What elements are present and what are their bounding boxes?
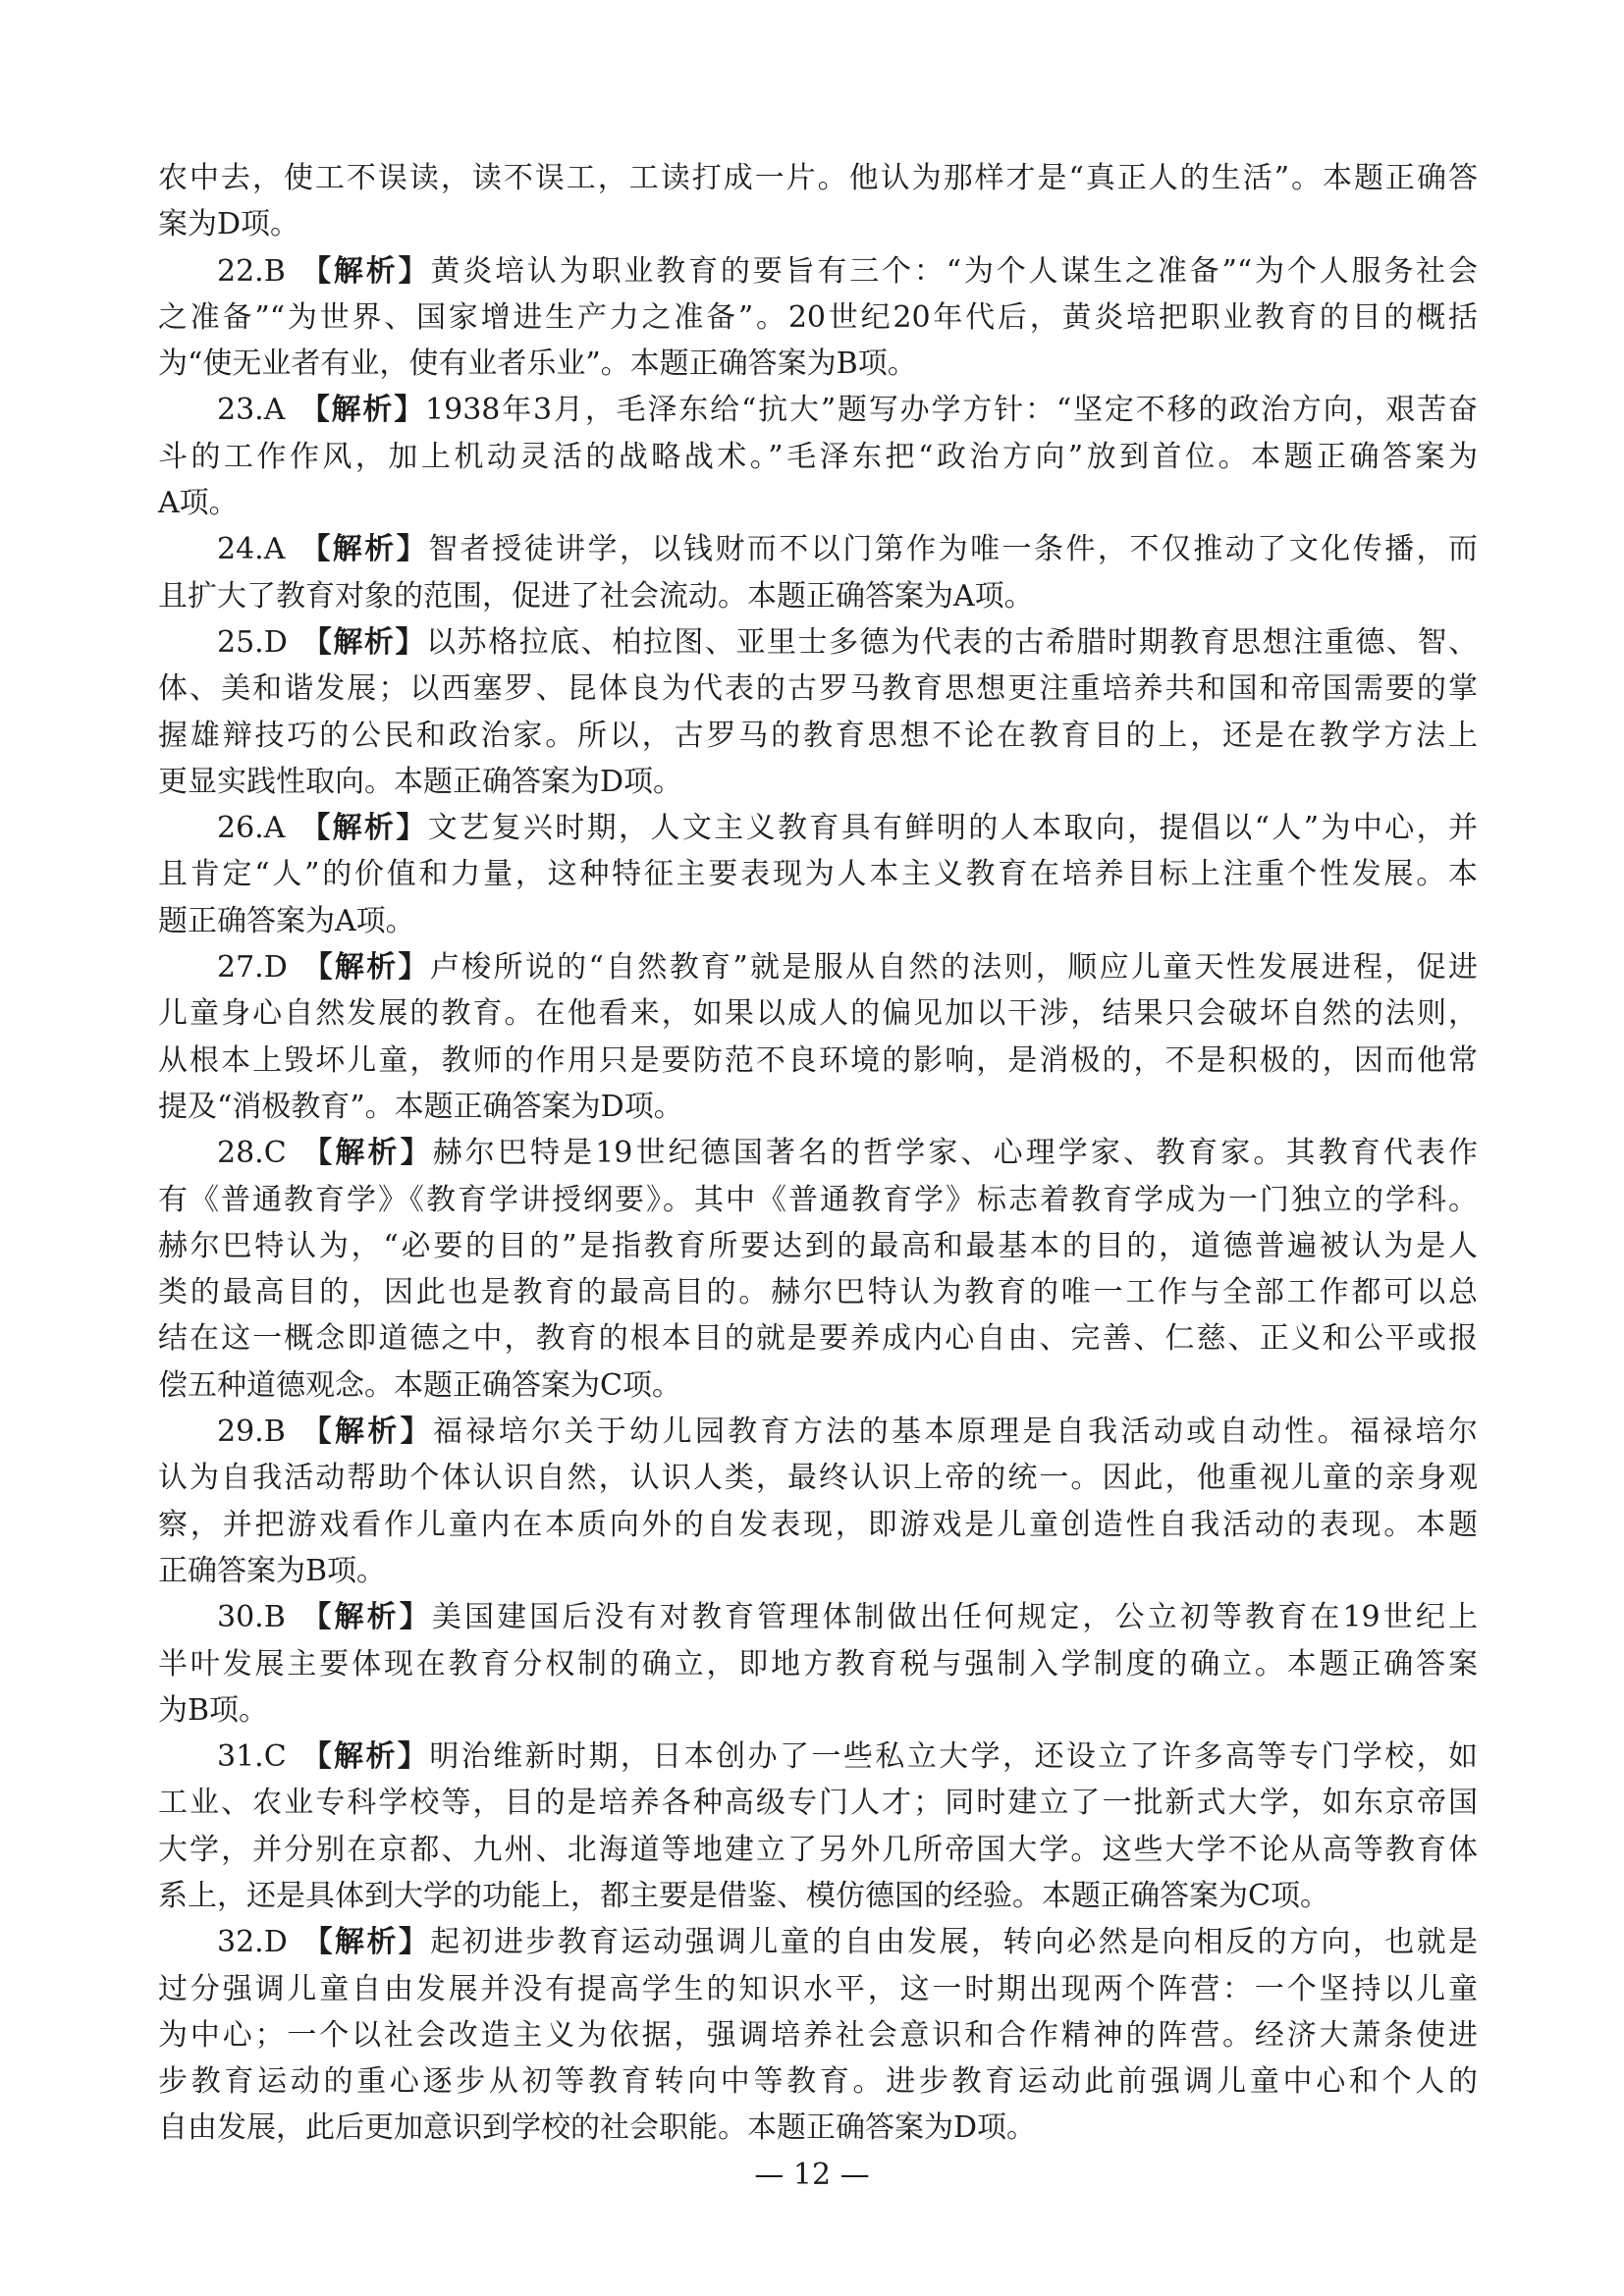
- text-line: [158, 1130, 1478, 1176]
- answer-explanation: [158, 526, 1478, 619]
- answer-explanation: [158, 1130, 1478, 1409]
- text-line: 为B项。: [158, 1692, 269, 1728]
- answer-explanation: [158, 1734, 1478, 1919]
- text-line: 提及“消极教育”。本题正确答案为D项。: [158, 1089, 683, 1124]
- carryover-paragraph: [158, 155, 1478, 248]
- text-line: 为“使无业者有业，使有业者乐业”。本题正确答案为B项。: [158, 347, 917, 382]
- text-line: 结在这一概念即道德之中，教育的根本目的就是要养成内心自由、完善、仁慈、正义和公平或报: [158, 1321, 1478, 1357]
- text-line: 偿五种道德观念。本题正确答案为C项。: [158, 1367, 681, 1403]
- text-line: 案为D项。: [158, 207, 300, 242]
- answer-explanation: [158, 1409, 1478, 1594]
- text-line: 为中心；一个以社会改造主义为依据，强调培养社会意识和合作精神的阵营。经济大萧条使进: [158, 2017, 1478, 2053]
- text-line: 斗的工作作风，加上机动灵活的战略战术。”毛泽东把“政治方向”放到首位。本题正确答案为: [158, 439, 1478, 474]
- line-text: 起初进步教育运动强调儿童的自由发展，转向必然是向相反的方向，也就是: [430, 1925, 1479, 1960]
- text-line: [158, 805, 1478, 851]
- text-line: 且扩大了教育对象的范围，促进了社会流动。本题正确答案为A项。: [158, 578, 1034, 614]
- answer-number: 28.C: [217, 1136, 287, 1171]
- text-line: 有《普通教育学》《教育学讲授纲要》。其中《普通教育学》标志着教育学成为一门独立的学科。: [158, 1182, 1478, 1217]
- line-text: 赫尔巴特是19世纪德国著名的哲学家、心理学家、教育家。其教育代表作: [432, 1136, 1478, 1171]
- text-line: 察，并把游戏看作儿童内在本质向外的自发表现，即游戏是儿童创造性自我活动的表现。本题: [158, 1507, 1478, 1542]
- text-line: [158, 1409, 1478, 1455]
- text-line: 半叶发展主要体现在教育分权制的确立，即地方教育税与强制入学制度的确立。本题正确答案: [158, 1646, 1478, 1682]
- answer-explanation: [158, 387, 1478, 526]
- answer-number: 25.D: [217, 624, 288, 660]
- analysis-label: 【解析】: [300, 624, 426, 660]
- answer-explanation: [158, 805, 1478, 944]
- text-line: A项。: [158, 486, 239, 521]
- analysis-label: 【解析】: [298, 1600, 432, 1635]
- answer-number: 30.B: [217, 1600, 286, 1635]
- line-text: 以苏格拉底、柏拉图、亚里士多德为代表的古希腊时期教育思想注重德、智、: [426, 624, 1479, 660]
- text-line: [158, 619, 1478, 666]
- text-line: 儿童身心自然发展的教育。在他看来，如果以成人的偏见加以干涉，结果只会破坏自然的法则，: [158, 996, 1478, 1032]
- text-line: [158, 1594, 1478, 1640]
- text-line: 类的最高目的，因此也是教育的最高目的。赫尔巴特认为教育的唯一工作与全部工作都可以总: [158, 1275, 1478, 1310]
- text-line: [158, 526, 1478, 572]
- answer-explanation: [158, 619, 1478, 805]
- text-line: 大学，并分别在京都、九州、北海道等地建立了另外几所帝国大学。这些大学不论从高等教育体: [158, 1832, 1478, 1867]
- text-line: 从根本上毁坏儿童，教师的作用只是要防范不良环境的影响，是消极的，不是积极的，因而他常: [158, 1042, 1478, 1078]
- text-line: 题正确答案为A项。: [158, 903, 415, 938]
- text-line: 系上，还是具体到大学的功能上，都主要是借鉴、模仿德国的经验。本题正确答案为C项。: [158, 1878, 1329, 1913]
- page-number: — 12 —: [754, 2158, 870, 2192]
- text-line: 自由发展，此后更加意识到学校的社会职能。本题正确答案为D项。: [158, 2110, 1037, 2146]
- text-line: 步教育运动的重心逐步从初等教育转向中等教育。进步教育运动此前强调儿童中心和个人的: [158, 2064, 1478, 2100]
- answer-number: 29.B: [217, 1415, 286, 1450]
- answer-number: 26.A: [217, 811, 286, 846]
- line-text: 明治维新时期，日本创办了一些私立大学，还设立了许多高等专门学校，如: [429, 1739, 1479, 1775]
- text-line: 认为自我活动帮助个体认识自然，认识人类，最终认识上帝的统一。因此，他重视儿童的亲身观: [158, 1461, 1478, 1496]
- line-text: 智者授徒讲学，以钱财而不以门第作为唯一条件，不仅推动了文化传播，而: [428, 532, 1479, 567]
- answer-number: 22.B: [217, 253, 286, 289]
- line-text: 卢梭所说的“自然教育”就是服从自然的法则，顺应儿童天性发展进程，促进: [429, 950, 1478, 986]
- text-line: [158, 387, 1478, 433]
- analysis-label: 【解析】: [300, 950, 430, 986]
- text-line: 握雄辩技巧的公民和政治家。所以，古罗马的教育思想不论在教育目的上，还是在教学方法上: [158, 718, 1478, 753]
- document-body: [158, 155, 1478, 2152]
- answer-explanation: [158, 1594, 1478, 1734]
- analysis-label: 【解析】: [298, 393, 426, 428]
- answer-number: 32.D: [217, 1925, 288, 1960]
- text-line: [158, 944, 1478, 990]
- answer-explanation: [158, 248, 1478, 388]
- line-text: 文艺复兴时期，人文主义教育具有鲜明的人本取向，提倡以“人”为中心，并: [427, 811, 1478, 846]
- analysis-label: 【解析】: [300, 1925, 431, 1960]
- analysis-label: 【解析】: [298, 253, 431, 289]
- answer-explanation: [158, 944, 1478, 1130]
- analysis-label: 【解析】: [298, 811, 428, 846]
- line-text: 1938年3月，毛泽东给“抗大”题写办学方针：“坚定不移的政治方向，艰苦奋: [425, 393, 1478, 428]
- text-line: [158, 1919, 1478, 1965]
- analysis-label: 【解析】: [298, 532, 429, 567]
- analysis-label: 【解析】: [298, 1415, 434, 1450]
- line-text: 福禄培尔关于幼儿园教育方法的基本原理是自我活动或自动性。福禄培尔: [433, 1415, 1479, 1450]
- text-line: 且肯定“人”的价值和力量，这种特征主要表现为人本主义教育在培养目标上注重个性发展。本: [158, 857, 1478, 892]
- text-line: 之准备”“为世界、国家增进生产力之准备”。20世纪20年代后，黄炎培把职业教育的目的概括: [158, 299, 1478, 335]
- text-line: 工业、农业专科学校等，目的是培养各种高级专门人才；同时建立了一批新式大学，如东京帝国: [158, 1786, 1478, 1821]
- text-line: [158, 1734, 1478, 1780]
- answer-number: 31.C: [217, 1739, 287, 1775]
- line-text: 黄炎培认为职业教育的要旨有三个：“为个人谋生之准备”“为个人服务社会: [430, 253, 1478, 289]
- text-line: 赫尔巴特认为，“必要的目的”是指教育所要达到的最高和最基本的目的，道德普遍被认为是人: [158, 1228, 1478, 1263]
- text-line: [158, 248, 1478, 294]
- text-line: 正确答案为B项。: [158, 1553, 387, 1588]
- answer-number: 24.A: [217, 532, 286, 567]
- text-line: 过分强调儿童自由发展并没有提高学生的知识水平，这一时期出现两个阵营：一个坚持以儿童: [158, 1971, 1478, 2006]
- text-line: 更显实践性取向。本题正确答案为D项。: [158, 764, 683, 799]
- answer-explanation: [158, 1919, 1478, 2151]
- answer-number: 27.D: [217, 950, 288, 986]
- text-line: 体、美和谐发展；以西塞罗、昆体良为代表的古罗马教育思想更注重培养共和国和帝国需要的掌: [158, 671, 1478, 707]
- answer-number: 23.A: [217, 393, 286, 428]
- text-line: 农中去，使工不误读，读不误工，工读打成一片。他认为那样才是“真正人的生活”。本题正确答: [158, 161, 1478, 195]
- line-text: 美国建国后没有对教育管理体制做出任何规定，公立初等教育在19世纪上: [431, 1600, 1478, 1635]
- analysis-label: 【解析】: [299, 1739, 430, 1775]
- analysis-label: 【解析】: [299, 1136, 433, 1171]
